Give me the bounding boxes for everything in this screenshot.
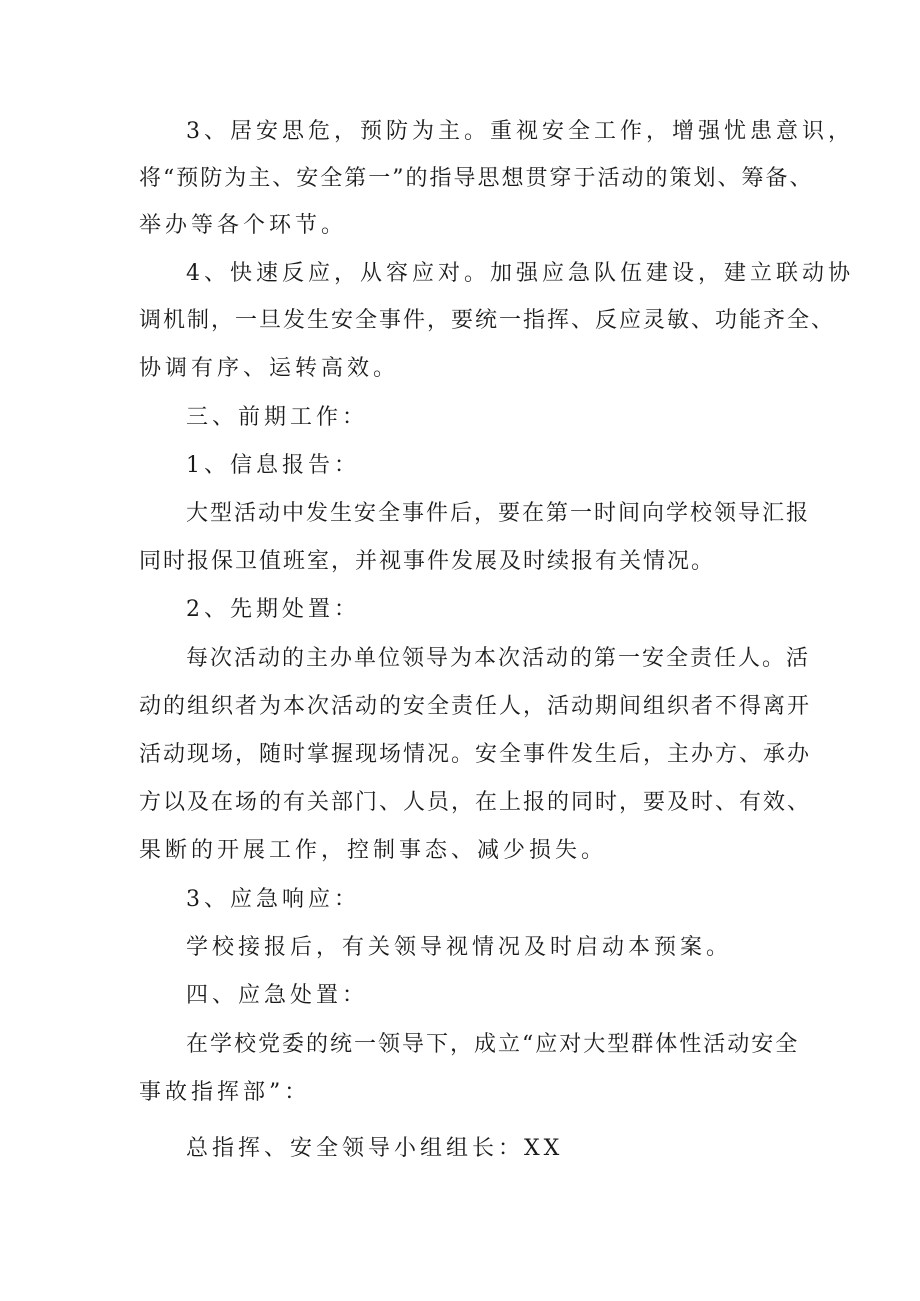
paragraph-line: 4、快速反应，从容应对。加强应急队伍建设，建立联动协: [186, 261, 854, 286]
paragraph-line: 事故指挥部”：: [139, 1080, 311, 1105]
paragraph-line: 活动现场，随时掌握现场情况。安全事件发生后，主办方、承办: [139, 742, 812, 767]
section-heading: 四、应急处置：: [186, 983, 369, 1008]
subsection-heading: 3、应急响应：: [186, 887, 360, 912]
paragraph-line: 学校接报后，有关领导视情况及时启动本预案。: [186, 935, 733, 960]
paragraph-line: 将“预防为主、安全第一”的指导思想贯穿于活动的策划、筹备、: [139, 166, 814, 191]
subsection-heading: 2、先期处置：: [186, 597, 360, 622]
paragraph-line: 动的组织者为本次活动的安全责任人，活动期间组织者不得离开: [139, 694, 812, 719]
paragraph-line: 调机制，一旦发生安全事件，要统一指挥、反应灵敏、功能齐全、: [139, 308, 836, 333]
paragraph-line: 3、居安思危，预防为主。重视安全工作，增强忧患意识，: [186, 119, 854, 144]
section-heading: 三、前期工作：: [186, 405, 369, 430]
paragraph-line: 同时报保卫值班室，并视事件发展及时续报有关情况。: [139, 549, 716, 574]
paragraph-line: 果断的开展工作，控制事态、减少损失。: [139, 838, 608, 863]
paragraph-line: 每次活动的主办单位领导为本次活动的第一安全责任人。活: [186, 646, 811, 671]
paragraph-line: 举办等各个环节。: [139, 213, 348, 238]
subsection-heading: 1、信息报告：: [186, 453, 360, 478]
paragraph-line: 方以及在场的有关部门、人员，在上报的同时，要及时、有效、: [139, 790, 812, 815]
paragraph-line: 在学校党委的统一领导下，成立“应对大型群体性活动安全: [186, 1032, 800, 1057]
paragraph-line: 大型活动中发生安全事件后，要在第一时间向学校领导汇报: [186, 501, 811, 526]
paragraph-line: 协调有序、运转高效。: [139, 356, 400, 381]
paragraph-line: 总指挥、安全领导小组组长：XX: [186, 1136, 564, 1161]
